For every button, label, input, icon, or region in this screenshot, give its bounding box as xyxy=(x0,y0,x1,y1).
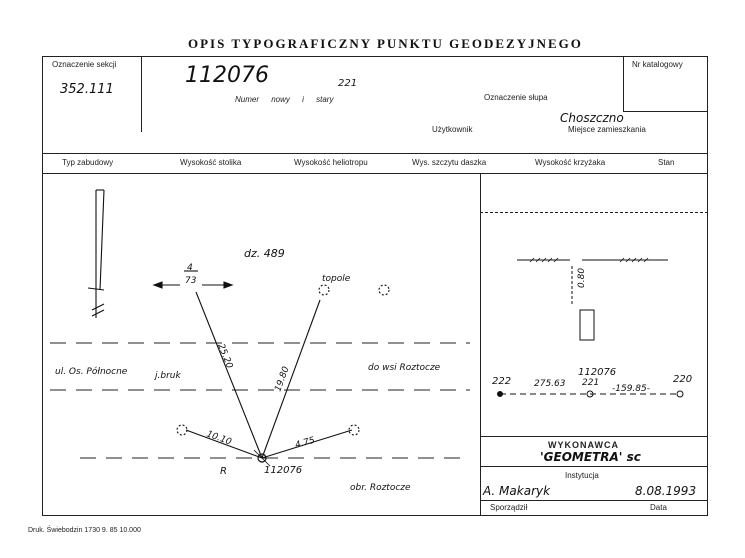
street-label: ul. Os. Północne xyxy=(55,367,128,377)
area-label: obr. Roztocze xyxy=(350,483,411,493)
profile-point-top: 112076 xyxy=(578,367,617,378)
profile-left-point: 222 xyxy=(492,376,512,387)
dist-low-left: 10.10 xyxy=(204,429,233,448)
print-note: Druk. Świebodzin 1730 9. 85 10.000 xyxy=(28,527,141,534)
sporzadzil-label: Sporządził xyxy=(490,503,528,512)
profile-right-point: 220 xyxy=(673,374,693,385)
dist-low-right: 4.75 xyxy=(294,435,317,451)
page-title: OPIS TYPOGRAFICZNY PUNKTU GEODEZYJNEGO xyxy=(188,36,583,51)
data-label: Data xyxy=(650,503,667,512)
north-arrow-icon xyxy=(88,190,104,318)
instytucja-label: Instytucja xyxy=(565,471,599,480)
point-letter: R xyxy=(220,466,227,477)
network-line xyxy=(498,391,684,397)
fraction-bottom: 73 xyxy=(185,276,197,286)
col-typ-zabudowy: Typ zabudowy xyxy=(62,158,114,167)
dist-main-right: 19.80 xyxy=(273,365,292,394)
tree-label: topole xyxy=(322,274,351,284)
slup-label: Oznaczenie słupa xyxy=(484,93,548,102)
wykonawca-label: WYKONAWCA xyxy=(548,440,619,450)
wykonawca-value: 'GEOMETRA' sc xyxy=(540,450,641,464)
point-number: 112076 xyxy=(185,63,269,88)
profile-point-bottom: 221 xyxy=(582,378,600,388)
profile-dist-a: 275.63 xyxy=(534,379,566,389)
sporzadzil-value: A. Makaryk xyxy=(483,484,551,498)
col-stan: Stan xyxy=(658,158,675,167)
miejsce-label: Miejsce zamieszkania xyxy=(568,125,646,134)
profile-depth: 0.80 xyxy=(577,267,587,288)
road-to-label: do wsi Roztocze xyxy=(368,363,441,373)
date-value: 8.08.1993 xyxy=(635,484,697,498)
point-number-sketch: 112076 xyxy=(264,465,303,476)
dist-main-left: 25.20 xyxy=(215,342,235,371)
parcel-label: dz. 489 xyxy=(244,247,285,260)
profile-dist-b: -159.85- xyxy=(612,384,650,394)
road-label: j.bruk xyxy=(155,371,181,381)
ground-profile xyxy=(517,260,668,340)
sekcja-value: 352.111 xyxy=(60,82,114,97)
fraction-top: 4 xyxy=(187,263,193,273)
col-wysokosc-stolika: Wysokość stolika xyxy=(180,158,242,167)
katalog-label: Nr katalogowy xyxy=(632,60,683,69)
uzytkownik-label: Użytkownik xyxy=(432,125,473,134)
col-wysokosc-heliotropu: Wysokość heliotropu xyxy=(294,158,368,167)
sekcja-label: Oznaczenie sekcji xyxy=(52,60,117,69)
tree-icons xyxy=(177,285,389,435)
numer-label: Numer nowy i stary xyxy=(235,95,334,104)
point-old-number: 221 xyxy=(338,78,358,89)
road-lines xyxy=(50,343,470,458)
col-wysokosc-krzyzaka: Wysokość krzyżaka xyxy=(535,158,606,167)
miejsce-value: Choszczno xyxy=(560,111,624,125)
col-wys-szczytu-daszka: Wys. szczytu daszka xyxy=(412,158,487,167)
